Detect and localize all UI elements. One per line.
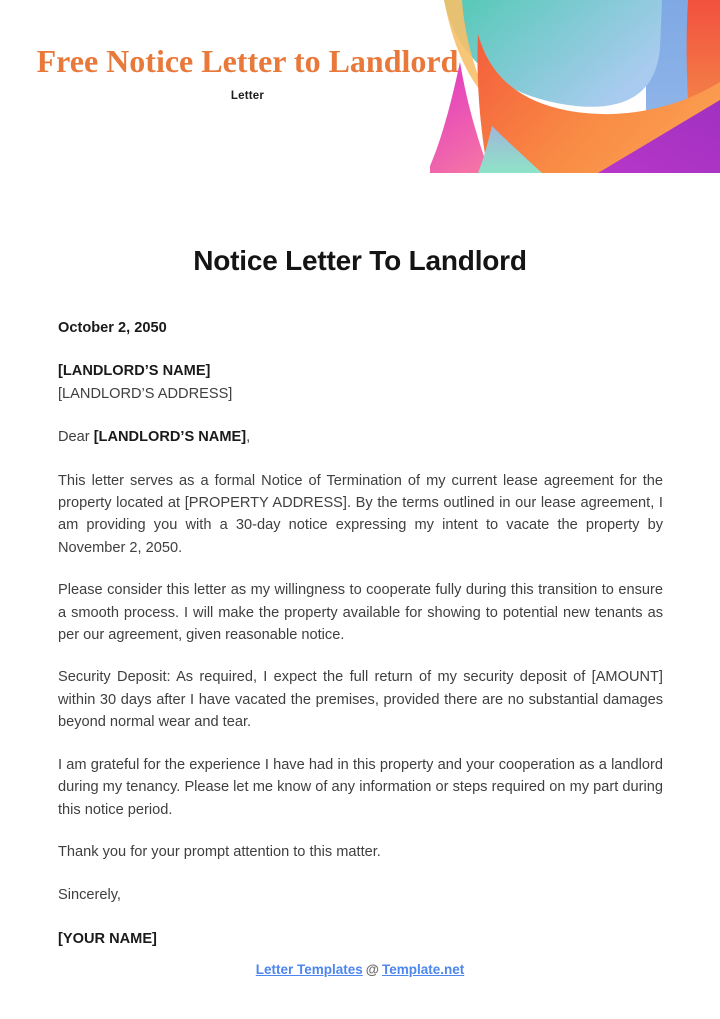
paragraph-gratitude: I am grateful for the experience I have had in this property and your cooperation as a landlord during my tenancy. Please let me know of any information or steps required on my part during this notice period. xyxy=(58,756,663,818)
header-artwork xyxy=(430,0,720,173)
footer-link-template-net[interactable]: Template.net xyxy=(381,962,465,977)
page-title: Free Notice Letter to Landlord xyxy=(36,43,459,79)
recipient-block xyxy=(58,360,663,405)
category-label: Letter xyxy=(230,90,265,103)
footer xyxy=(0,962,720,977)
footer-separator: @ xyxy=(365,962,379,977)
letter-date: October 2, 2050 xyxy=(58,320,167,336)
paragraph-security-deposit: Security Deposit: As required, I expect the full return of my security deposit of [AMOUNT] within 30 days after I have vacated the premises, provided there are no substantial damages beyond normal wear and tear. xyxy=(58,669,663,731)
salutation-suffix: , xyxy=(246,429,251,446)
recipient-name: [LANDLORD’S NAME] xyxy=(58,363,211,380)
signature-name: [YOUR NAME] xyxy=(58,930,157,947)
letter-body xyxy=(58,317,663,971)
document-title: Notice Letter To Landlord xyxy=(193,245,527,276)
closing-thanks: Thank you for your prompt attention to this matter. xyxy=(58,843,381,860)
header-artwork-graphic xyxy=(430,0,720,173)
salutation-prefix: Dear xyxy=(58,429,94,446)
recipient-address: [LANDLORD’S ADDRESS] xyxy=(58,385,233,402)
paragraph-cooperation: Please consider this letter as my willingness to cooperate fully during this transition to ensure a smooth process. I will make the property available for showing to potential new tenants as per our agreement, given reasonable notice. xyxy=(58,582,663,644)
page-header xyxy=(35,42,460,102)
salutation-name: [LANDLORD’S NAME] xyxy=(93,429,247,446)
salutation xyxy=(58,426,663,448)
footer-link-letter-templates[interactable]: Letter Templates xyxy=(255,962,363,977)
paragraph-termination-notice: This letter serves as a formal Notice of Termination of my current lease agreement for the property located at [PROPERTY ADDRESS]. By the terms outlined in our lease agreement, I am providing you with a 30-day notice expressing my intent to vacate the property by November 2, 2050. xyxy=(58,472,663,556)
closing-signoff: Sincerely, xyxy=(58,887,121,904)
